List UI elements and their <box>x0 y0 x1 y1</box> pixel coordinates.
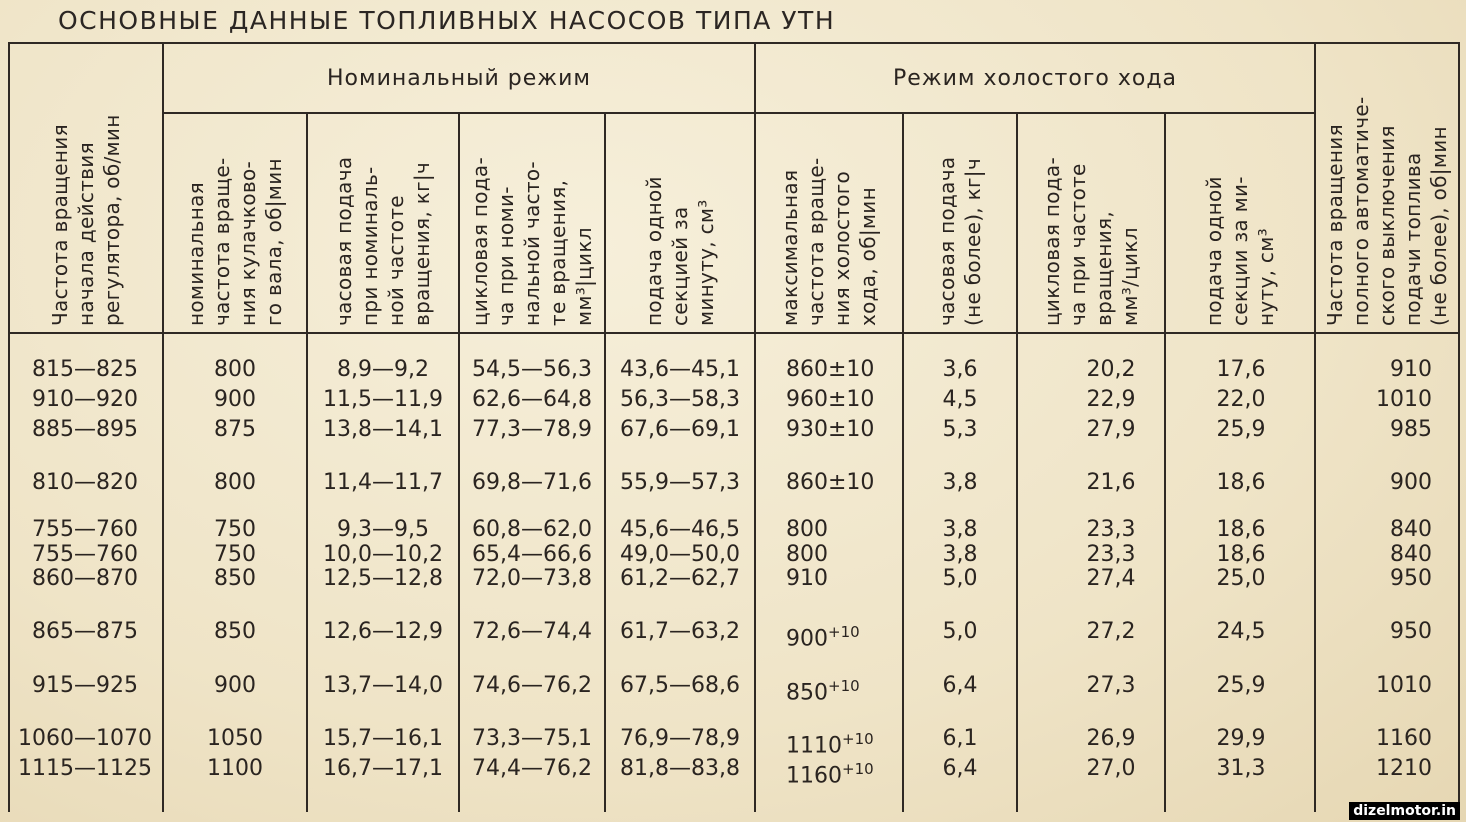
table-cell-value: 6,4 <box>942 673 978 698</box>
table-cell-value: 74,4—76,2 <box>472 756 592 781</box>
column-header-6-line: частота враще- <box>804 157 828 326</box>
watermark: dizelmotor.in <box>1349 802 1460 820</box>
table-cell-value: 31,3 <box>1216 756 1266 781</box>
table-cell-value: 3,8 <box>942 470 978 495</box>
table-cell <box>606 543 754 567</box>
column-divider-8 <box>1164 112 1166 812</box>
table-cell <box>164 388 306 412</box>
column-divider-4 <box>604 112 606 812</box>
column-header-9-line: нуту, см³ <box>1254 228 1278 326</box>
table-cell-value: 61,7—63,2 <box>620 619 740 644</box>
table-cell <box>308 418 458 442</box>
column-header-4-line: нальной часто- <box>520 161 544 326</box>
table-cell-value: 6,4 <box>942 756 978 781</box>
table-cell <box>460 757 604 781</box>
table-cell <box>786 471 902 495</box>
column-header-8 <box>1022 120 1160 326</box>
table-cell-value: 22,9 <box>1086 387 1136 412</box>
column-header-8-line: цикловая пода- <box>1040 157 1064 326</box>
table-cell <box>164 620 306 644</box>
table-cell <box>460 518 604 542</box>
table-cell <box>1166 674 1316 698</box>
table-cell <box>164 518 306 542</box>
table-cell-value: 67,6—69,1 <box>620 417 740 442</box>
table-cell-value: 960±10 <box>786 387 875 412</box>
table-cell-value: 10,0—10,2 <box>323 542 443 567</box>
table-cell <box>904 543 1016 567</box>
table-cell-value: 13,8—14,1 <box>323 417 443 442</box>
table-cell <box>606 727 754 751</box>
table-cell-value: 900 <box>1390 470 1432 495</box>
table-cell-superscript: +10 <box>842 730 874 748</box>
table-cell <box>10 674 160 698</box>
table-cell <box>1166 727 1316 751</box>
table-cell-value: 18,6 <box>1216 470 1266 495</box>
column-header-3 <box>312 120 454 326</box>
table-cell-value: 69,8—71,6 <box>472 470 592 495</box>
column-header-7-line: часовая подача <box>935 156 959 326</box>
table-cell-value: 43,6—45,1 <box>620 357 740 382</box>
table-cell <box>786 620 902 651</box>
table-cell-value: 900 <box>214 387 256 412</box>
table-cell <box>786 418 902 442</box>
table-cell-value: 15,7—16,1 <box>323 726 443 751</box>
table-cell-value: 1160 <box>1376 726 1432 751</box>
table-cell-value: 875 <box>214 417 256 442</box>
column-header-4-line: те вращения, <box>546 179 570 326</box>
column-divider-7 <box>1016 112 1018 812</box>
header-bottom-border <box>8 332 1460 334</box>
table-cell <box>10 518 160 542</box>
table-cell <box>308 518 458 542</box>
table-cell-value: 61,2—62,7 <box>620 566 740 591</box>
table-cell-value: 755—760 <box>32 517 138 542</box>
column-divider-2 <box>306 112 308 812</box>
table-cell-value: 865—875 <box>32 619 138 644</box>
table-cell <box>606 674 754 698</box>
table-cell <box>308 543 458 567</box>
table-cell-value: 74,6—76,2 <box>472 673 592 698</box>
table-cell-value: 77,3—78,9 <box>472 417 592 442</box>
table-cell-value: 18,6 <box>1216 517 1266 542</box>
table-cell <box>460 727 604 751</box>
table-cell-superscript: +10 <box>828 623 860 641</box>
table-cell-value: 800 <box>214 470 256 495</box>
table-cell-value: 24,5 <box>1216 619 1266 644</box>
table-cell-value: 5,0 <box>942 566 978 591</box>
table-cell <box>606 358 754 382</box>
table-cell <box>606 471 754 495</box>
table-cell-value: 900 <box>786 626 828 652</box>
table-cell <box>308 358 458 382</box>
table-cell <box>1316 358 1432 382</box>
table-cell <box>606 518 754 542</box>
table-cell <box>1316 620 1432 644</box>
table-cell-value: 930±10 <box>786 417 875 442</box>
table-cell-value: 1110 <box>786 733 842 759</box>
table-cell-value: 56,3—58,3 <box>620 387 740 412</box>
column-header-6-line: ния холостого <box>830 170 854 326</box>
table-cell <box>904 567 1016 591</box>
column-header-9 <box>1170 120 1310 326</box>
table-cell-value: 900 <box>214 673 256 698</box>
table-cell <box>308 727 458 751</box>
table-cell-value: 885—895 <box>32 417 138 442</box>
table-cell <box>786 567 902 591</box>
table-cell-value: 16,7—17,1 <box>323 756 443 781</box>
table-cell-value: 21,6 <box>1086 470 1136 495</box>
table-cell <box>1316 518 1432 542</box>
table-cell-value: 29,9 <box>1216 726 1266 751</box>
table-cell <box>904 358 1016 382</box>
column-header-2-line: ния кулачково- <box>236 161 260 326</box>
table-cell-value: 1060—1070 <box>18 726 152 751</box>
column-header-10-line: полного автоматиче- <box>1349 96 1373 326</box>
table-cell <box>904 418 1016 442</box>
table-cell <box>10 358 160 382</box>
table-cell <box>164 757 306 781</box>
table-cell-value: 910 <box>1390 357 1432 382</box>
table-cell-value: 1100 <box>207 756 263 781</box>
column-header-8-line: ча при частоте <box>1066 163 1090 326</box>
column-divider-3 <box>458 112 460 812</box>
table-cell-value: 23,3 <box>1086 517 1136 542</box>
table-cell-value: 8,9—9,2 <box>337 357 429 382</box>
table-cell-value: 67,5—68,6 <box>620 673 740 698</box>
table-cell <box>1166 543 1316 567</box>
column-header-2 <box>168 120 302 326</box>
table-cell <box>904 518 1016 542</box>
column-header-8-line: мм³/цикл <box>1118 227 1142 326</box>
table-cell <box>1316 418 1432 442</box>
table-cell <box>786 674 902 705</box>
column-header-6-line: максимальная <box>778 169 802 326</box>
table-cell <box>1316 757 1432 781</box>
table-cell-value: 840 <box>1390 517 1432 542</box>
table-cell-value: 20,2 <box>1086 357 1136 382</box>
table-cell <box>164 727 306 751</box>
table-cell-value: 1050 <box>207 726 263 751</box>
table-cell-value: 12,6—12,9 <box>323 619 443 644</box>
table-cell-value: 950 <box>1390 566 1432 591</box>
table-cell-value: 1160 <box>786 763 842 789</box>
table-cell-value: 73,3—75,1 <box>472 726 592 751</box>
column-header-8-line: вращения, <box>1092 210 1116 326</box>
column-header-2-line: частота враще- <box>210 157 234 326</box>
column-header-9-line: подача одной <box>1202 176 1226 326</box>
table-cell-value: 23,3 <box>1086 542 1136 567</box>
table-cell <box>460 543 604 567</box>
table-cell <box>164 471 306 495</box>
table-cell <box>606 757 754 781</box>
column-header-1-line: Частота вращения <box>48 124 72 326</box>
column-header-6-line: хода, об|мин <box>856 187 880 326</box>
table-cell <box>904 757 1016 781</box>
table-cell-value: 910—920 <box>32 387 138 412</box>
table-cell <box>606 418 754 442</box>
table-cell-value: 27,2 <box>1086 619 1136 644</box>
table-cell-value: 1210 <box>1376 756 1432 781</box>
column-header-2-line: номинальная <box>184 182 208 326</box>
table-cell-value: 5,3 <box>942 417 978 442</box>
group-header-nominal: Номинальный режим <box>326 66 592 91</box>
table-cell-value: 800 <box>214 357 256 382</box>
table-cell-value: 11,5—11,9 <box>323 387 443 412</box>
table-cell <box>460 567 604 591</box>
column-header-6 <box>760 120 898 326</box>
table-cell-value: 62,6—64,8 <box>472 387 592 412</box>
table-cell-value: 27,4 <box>1086 566 1136 591</box>
table-cell-value: 22,0 <box>1216 387 1266 412</box>
table-cell-value: 1115—1125 <box>18 756 152 781</box>
group-header-idle: Режим холостого хода <box>892 66 1178 91</box>
table-cell <box>10 471 160 495</box>
column-header-4-line: мм³|цикл <box>572 227 596 326</box>
table-cell <box>1166 567 1316 591</box>
column-header-4-line: ча при номи- <box>494 186 518 326</box>
column-header-3-line: вращения, кг|ч <box>410 161 434 326</box>
table-cell <box>1316 471 1432 495</box>
table-cell <box>460 620 604 644</box>
table-cell-value: 17,6 <box>1216 357 1266 382</box>
column-header-3-line: часовая подача <box>332 156 356 326</box>
table-cell <box>460 388 604 412</box>
group-header-divider-idle <box>754 112 1314 114</box>
table-cell <box>1166 620 1316 644</box>
table-cell-value: 860±10 <box>786 357 875 382</box>
table-cell <box>308 471 458 495</box>
column-header-1 <box>14 50 158 326</box>
column-header-1-line: начала действия <box>74 142 98 326</box>
table-cell <box>164 418 306 442</box>
table-right-border <box>1458 42 1460 812</box>
page-title: ОСНОВНЫЕ ДАННЫЕ ТОПЛИВНЫХ НАСОСОВ ТИПА УТН <box>58 6 836 35</box>
table-cell <box>786 727 902 758</box>
table-cell-value: 950 <box>1390 619 1432 644</box>
table-cell <box>904 674 1016 698</box>
table-cell <box>904 388 1016 412</box>
table-cell-value: 815—825 <box>32 357 138 382</box>
table-cell <box>606 620 754 644</box>
table-cell-value: 13,7—14,0 <box>323 673 443 698</box>
table-cell <box>308 674 458 698</box>
table-cell <box>904 727 1016 751</box>
table-cell <box>460 674 604 698</box>
table-cell <box>786 518 902 542</box>
table-cell <box>164 543 306 567</box>
table-cell-value: 1010 <box>1376 673 1432 698</box>
table-cell <box>10 388 160 412</box>
table-cell-value: 72,6—74,4 <box>472 619 592 644</box>
table-cell-value: 750 <box>214 517 256 542</box>
column-header-10-line: (не более), об|мин <box>1427 126 1451 326</box>
table-cell-superscript: +10 <box>828 677 860 695</box>
table-cell-value: 915—925 <box>32 673 138 698</box>
table-cell-value: 81,8—83,8 <box>620 756 740 781</box>
column-header-4-line: цикловая пода- <box>468 157 492 326</box>
table-cell-value: 810—820 <box>32 470 138 495</box>
table-cell <box>1316 543 1432 567</box>
table-cell <box>606 567 754 591</box>
table-cell-value: 60,8—62,0 <box>472 517 592 542</box>
table-cell <box>1166 518 1316 542</box>
table-cell-value: 3,8 <box>942 542 978 567</box>
column-header-7-line: (не более), кг|ч <box>961 158 985 326</box>
column-header-5-line: подача одной <box>642 176 666 326</box>
table-cell-value: 6,1 <box>942 726 978 751</box>
column-divider-5 <box>754 42 756 812</box>
table-cell-value: 45,6—46,5 <box>620 517 740 542</box>
table-cell <box>1166 757 1316 781</box>
column-header-2-line: го вала, об|мин <box>262 158 286 326</box>
table-cell-value: 12,5—12,8 <box>323 566 443 591</box>
table-cell <box>1166 418 1316 442</box>
table-cell-value: 55,9—57,3 <box>620 470 740 495</box>
table-cell <box>164 358 306 382</box>
table-cell-value: 25,0 <box>1216 566 1266 591</box>
table-cell-value: 11,4—11,7 <box>323 470 443 495</box>
column-header-4 <box>464 120 600 326</box>
table-cell-value: 800 <box>786 542 828 567</box>
column-header-3-line: при номиналь- <box>358 166 382 326</box>
column-header-7 <box>908 120 1012 326</box>
table-cell-value: 25,9 <box>1216 417 1266 442</box>
column-header-10-line: Частота вращения <box>1323 124 1347 326</box>
table-cell <box>10 620 160 644</box>
column-divider-6 <box>902 112 904 812</box>
table-cell-value: 76,9—78,9 <box>620 726 740 751</box>
table-cell <box>1316 727 1432 751</box>
table-cell-value: 985 <box>1390 417 1432 442</box>
table-cell <box>308 757 458 781</box>
column-header-1-line: регулятора, об/мин <box>100 114 124 326</box>
column-header-10 <box>1320 50 1454 326</box>
table-cell-value: 5,0 <box>942 619 978 644</box>
table-cell <box>1166 388 1316 412</box>
table-cell <box>786 757 902 788</box>
table-cell-value: 910 <box>786 566 828 591</box>
table-cell-value: 850 <box>214 619 256 644</box>
table-cell <box>10 418 160 442</box>
table-cell-value: 3,8 <box>942 517 978 542</box>
table-cell-value: 860—870 <box>32 566 138 591</box>
table-cell <box>904 620 1016 644</box>
table-cell <box>1166 471 1316 495</box>
table-cell <box>460 418 604 442</box>
column-header-5-line: секцией за <box>668 206 692 326</box>
table-cell <box>10 757 160 781</box>
column-header-5 <box>610 120 750 326</box>
table-cell <box>460 358 604 382</box>
table-cell <box>164 674 306 698</box>
table-cell <box>1166 358 1316 382</box>
table-cell-value: 27,0 <box>1086 756 1136 781</box>
table-cell <box>308 388 458 412</box>
table-cell-value: 27,9 <box>1086 417 1136 442</box>
table-cell <box>786 543 902 567</box>
table-cell-value: 800 <box>786 517 828 542</box>
table-cell <box>308 620 458 644</box>
table-cell-value: 25,9 <box>1216 673 1266 698</box>
table-top-border <box>8 42 1460 44</box>
table-cell <box>10 567 160 591</box>
column-header-9-line: секции за ми- <box>1228 176 1252 326</box>
table-cell <box>606 388 754 412</box>
table-cell <box>10 727 160 751</box>
table-cell-value: 65,4—66,6 <box>472 542 592 567</box>
table-cell-value: 54,5—56,3 <box>472 357 592 382</box>
table-cell-value: 3,6 <box>942 357 978 382</box>
table-cell-value: 18,6 <box>1216 542 1266 567</box>
table-cell-value: 850 <box>214 566 256 591</box>
table-cell-value: 9,3—9,5 <box>337 517 429 542</box>
column-header-10-line: подачи топлива <box>1401 152 1425 326</box>
table-cell-value: 4,5 <box>942 387 978 412</box>
column-header-3-line: ной частоте <box>384 195 408 326</box>
table-cell <box>10 543 160 567</box>
table-cell-superscript: +10 <box>842 760 874 778</box>
table-cell-value: 49,0—50,0 <box>620 542 740 567</box>
column-header-5-line: минуту, см³ <box>694 199 718 326</box>
table-cell-value: 860±10 <box>786 470 875 495</box>
table-cell-value: 840 <box>1390 542 1432 567</box>
table-cell-value: 750 <box>214 542 256 567</box>
table-cell <box>1316 388 1432 412</box>
table-cell <box>460 471 604 495</box>
table-cell <box>308 567 458 591</box>
table-cell <box>164 567 306 591</box>
table-cell-value: 755—760 <box>32 542 138 567</box>
table-cell-value: 27,3 <box>1086 673 1136 698</box>
table-cell-value: 72,0—73,8 <box>472 566 592 591</box>
table-cell <box>904 471 1016 495</box>
table-cell <box>786 358 902 382</box>
table-cell-value: 1010 <box>1376 387 1432 412</box>
table-cell <box>1316 567 1432 591</box>
table-cell-value: 26,9 <box>1086 726 1136 751</box>
table-cell <box>1316 674 1432 698</box>
column-header-10-line: ского выключения <box>1375 125 1399 326</box>
table-cell-value: 850 <box>786 680 828 706</box>
table-cell <box>786 388 902 412</box>
